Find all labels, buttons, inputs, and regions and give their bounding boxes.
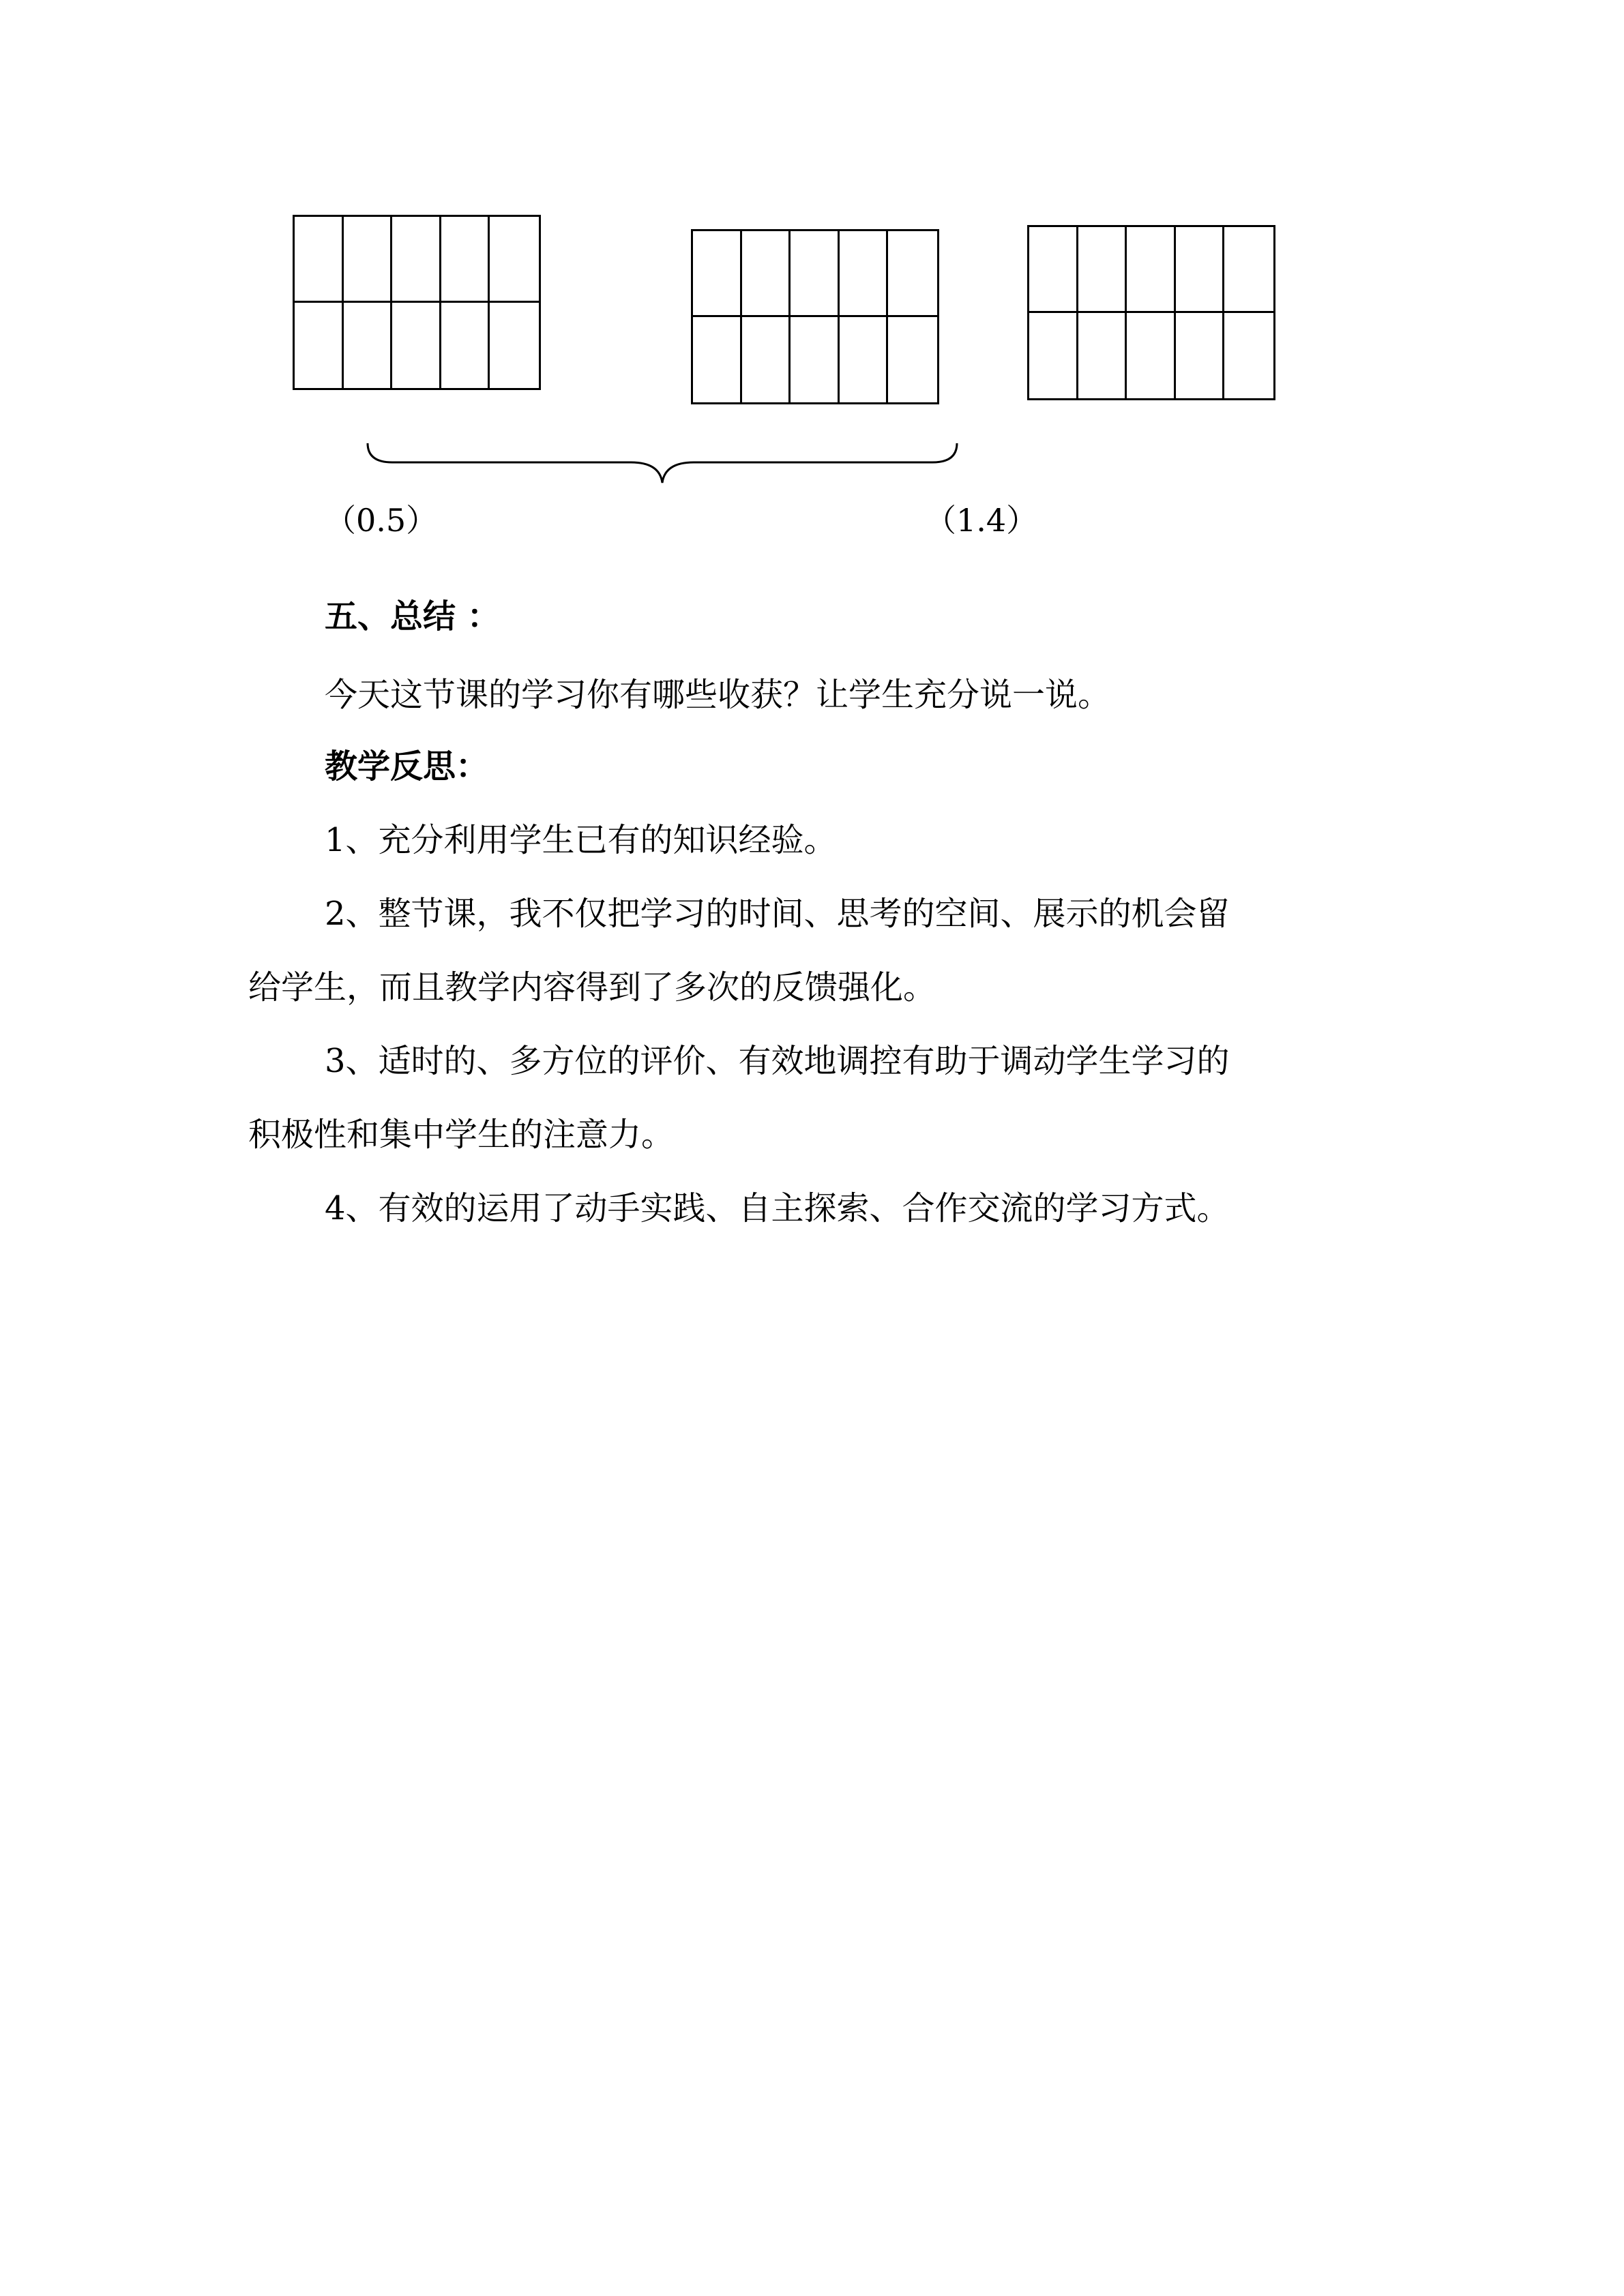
reflection-item-3-line-2: 积极性和集中学生的注意力。 — [248, 1116, 675, 1154]
grid-cell — [1029, 227, 1078, 313]
reflection-item-4: 4、有效的运用了动手实践、自主探索、合作交流的学习方式。 — [325, 1189, 1230, 1227]
grid-cell — [888, 231, 937, 317]
grid-cell — [1224, 313, 1273, 399]
decimal-grid-3 — [1027, 225, 1275, 400]
grid-cell — [441, 303, 490, 389]
grid-cell — [344, 303, 393, 389]
grid-cell — [791, 231, 840, 317]
grid-cell — [295, 303, 344, 389]
grid-cell — [693, 317, 742, 403]
curly-brace — [365, 436, 965, 491]
grid-cell — [344, 217, 393, 303]
grid-cell — [1176, 313, 1225, 399]
grid-cell — [295, 217, 344, 303]
reflection-heading: 教学反思： — [325, 747, 489, 786]
reflection-item-2-line-1: 2、整节课，我不仅把学习的时间、思考的空间、展示的机会留 — [325, 895, 1230, 933]
grid-cell — [1078, 313, 1127, 399]
grid-cell — [392, 303, 441, 389]
section-heading-summary: 五、总结 ： — [325, 597, 500, 636]
grid-cell — [1078, 227, 1127, 313]
grid-cell — [742, 317, 791, 403]
grid-cell — [490, 217, 539, 303]
grid-cell — [392, 217, 441, 303]
grid-cell — [1224, 227, 1273, 313]
grid-cell — [1127, 313, 1176, 399]
grid-cell — [1176, 227, 1225, 313]
grid-cell — [742, 231, 791, 317]
grid-cell — [441, 217, 490, 303]
grid-cell — [1127, 227, 1176, 313]
grid-cell — [840, 231, 889, 317]
reflection-item-1: 1、充分利用学生已有的知识经验。 — [325, 821, 837, 859]
reflection-item-3-line-1: 3、适时的、多方位的评价、有效地调控有助于调动学生学习的 — [325, 1042, 1230, 1080]
label-decimal-left: （0.5） — [325, 502, 438, 539]
grid-cell — [693, 231, 742, 317]
label-decimal-right: （1.4） — [925, 502, 1038, 539]
decimal-grid-2 — [691, 229, 939, 404]
grid-cell — [840, 317, 889, 403]
reflection-item-2-line-2: 给学生，而且教学内容得到了多次的反馈强化。 — [248, 968, 936, 1007]
grid-cell — [490, 303, 539, 389]
grid-cell — [1029, 313, 1078, 399]
summary-text: 今天这节课的学习你有哪些收获？让学生充分说一说。 — [325, 676, 1111, 714]
grid-cell — [888, 317, 937, 403]
grid-cell — [791, 317, 840, 403]
decimal-grid-1 — [293, 215, 541, 390]
